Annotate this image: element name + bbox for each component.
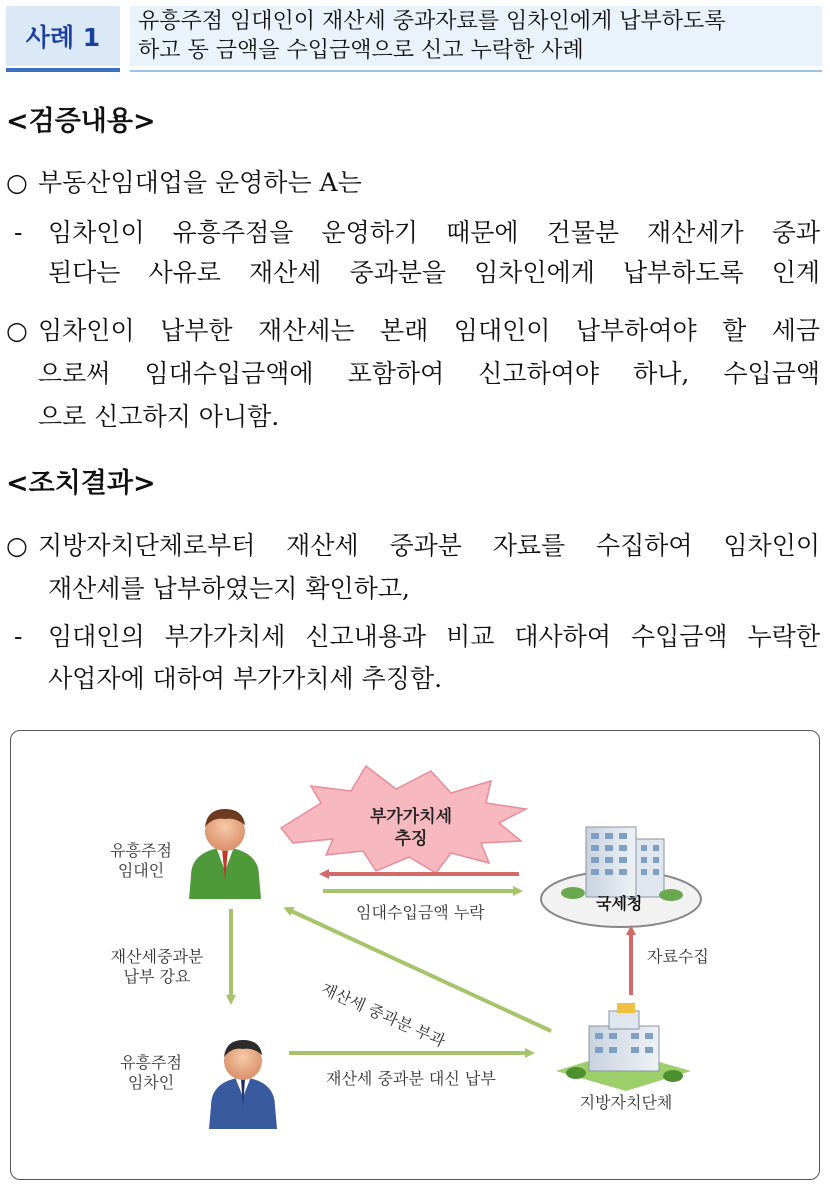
income-omission-label: 임대수입금액 누락 (356, 903, 485, 922)
case-header (6, 6, 822, 70)
case-number-badge: 사례 1 (6, 6, 120, 66)
case-title-line-1: 유흥주점 임대인이 재산세 중과자료를 임차인에게 납부하도록 (138, 9, 726, 34)
arrow-tax-levy (287, 909, 551, 1031)
case-title-line-2: 하고 동 금액을 수입금액으로 신고 누락한 사례 (138, 38, 584, 63)
case-title-underline (130, 70, 822, 72)
case-badge-underline (6, 68, 120, 72)
local-government-building-icon (556, 1003, 691, 1091)
forced-payment-label-line-2: 납부 강요 (123, 967, 191, 986)
review-dash-1-line-1: 임차인이 유흥주점을 운영하기 때문에 건물분 재산세가 중과 (48, 218, 820, 247)
review-dash-1-line-2: 된다는 사유로 재산세 중과분을 임차인에게 납부하도록 인계 (48, 258, 820, 287)
review-bullet-2-line-2: 으로써 임대수입금액에 포함하여 신고하여야 하나, 수입금액 (38, 359, 820, 388)
proxy-payment-label: 재산세 중과분 대신 납부 (326, 1069, 496, 1088)
result-heading: <조치결과> (6, 468, 156, 499)
tenant-person-icon (209, 1040, 277, 1129)
burst-label-line-1: 부가가치세 (369, 807, 453, 827)
case-title (130, 6, 822, 66)
review-bullet-1-marker: ○ (6, 168, 28, 197)
landlord-person-icon (189, 809, 261, 899)
review-bullet-1: 부동산임대업을 운영하는 A는 (38, 168, 362, 197)
landlord-label-line-2: 임대인 (117, 861, 165, 880)
nts-label: 국세청 (596, 894, 643, 913)
review-dash-1-marker: - (14, 218, 23, 247)
result-dash-1-line-1: 임대인의 부가가치세 신고내용과 비교 대사하여 수입금액 누락한 (48, 622, 820, 651)
local-government-label: 지방자치단체 (579, 1093, 673, 1112)
burst-label-line-2: 추징 (394, 829, 428, 849)
result-bullet-1-line-1: 지방자치단체로부터 재산세 중과분 자료를 수집하여 임차인이 (38, 531, 820, 560)
burst-label (361, 806, 461, 850)
result-bullet-1-marker: ○ (6, 531, 28, 560)
flow-diagram (10, 730, 820, 1180)
result-dash-1-line-2: 사업자에 대하여 부가가치세 추징함. (48, 664, 443, 693)
tenant-label-line-2: 임차인 (127, 1073, 175, 1092)
landlord-label-line-1: 유흥주점 (110, 841, 172, 860)
result-bullet-1-line-2: 재산세를 납부하였는지 확인하고, (48, 574, 410, 603)
review-heading: <검증내용> (6, 106, 156, 137)
forced-payment-label (97, 947, 217, 987)
tenant-label (111, 1053, 191, 1093)
landlord-label (101, 841, 181, 881)
tax-levy-label: 재산세 중과분 부과 (318, 979, 449, 1051)
review-bullet-2-marker: ○ (6, 316, 28, 345)
tenant-label-line-1: 유흥주점 (120, 1053, 182, 1072)
forced-payment-label-line-1: 재산세중과분 (110, 947, 204, 966)
review-bullet-2-line-3: 으로 신고하지 아니함. (38, 402, 280, 431)
result-dash-1-marker: - (14, 622, 23, 651)
review-bullet-2-line-1: 임차인이 납부한 재산세는 본래 임대인이 납부하여야 할 세금 (38, 316, 820, 345)
data-collection-label: 자료수집 (647, 947, 709, 966)
